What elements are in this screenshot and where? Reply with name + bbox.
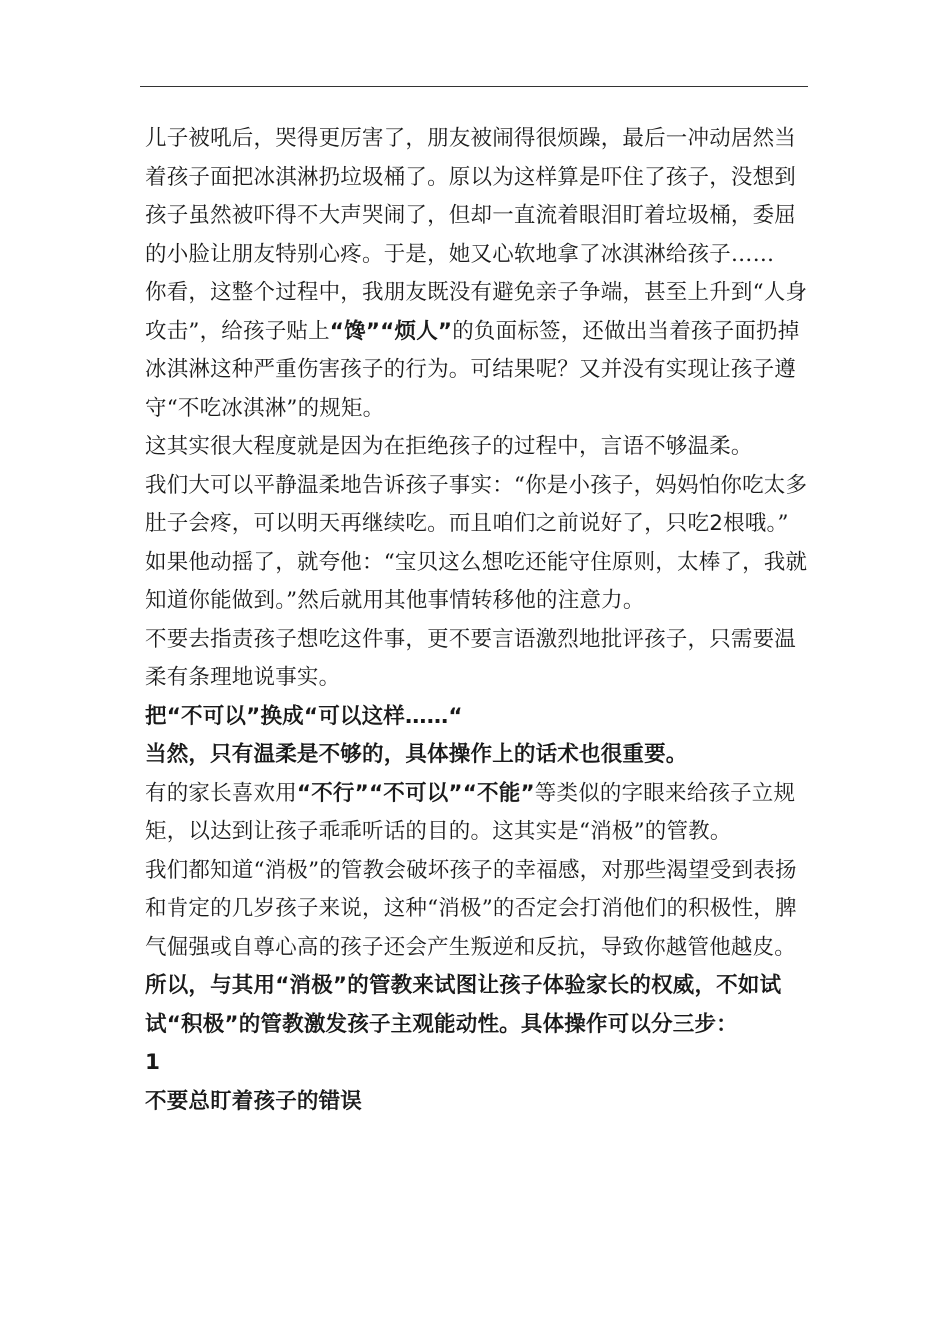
bold-summary: 所以，与其用“消极”的管教来试图让孩子体验家长的权威，不如试试“积极”的管教激发孩子主观能动性。具体操作可以分三步： [145,973,782,1037]
paragraph-9-text-c: 等类似的字眼来给孩子立规矩，以达到让孩子乖乖听话的目的。这其实是“消极”的管教。 [145,780,796,844]
paragraph-5: 如果他动摇了，就夸他：“宝贝这么想吃还能守住原则，太棒了，我就知道你能做到。”然后就用其他事情转移他的注意力。 [145,549,808,613]
section-heading: 把“不可以”换成“可以这样……“ [145,703,463,729]
step-number: 1 [145,1050,161,1075]
step-title: 不要总盯着孩子的错误 [145,1088,363,1114]
bold-intro: 当然，只有温柔是不够的，具体操作上的话术也很重要。 [145,742,688,767]
paragraph-2 [145,274,809,428]
paragraph-4-text-a: 我们大可以平静温柔地告诉孩子事实：“你是小孩子，妈妈怕你吃太多肚子会疼，可以明天再继续吃。而且咱们之前说好了，只吃 [145,472,808,536]
paragraph-10: 我们都知道“消极”的管教会破坏孩子的幸福感，对那些渴望受到表扬和肯定的几岁孩子来说，这种“消极”的否定会打消他们的积极性，脾气倔强或自尊心高的孩子还会产生叛逆和反抗，导致你越管他越皮。 [145,857,797,960]
paragraph-1: 儿子被吼后，哭得更厉害了，朋友被闹得很烦躁，最后一冲动居然当着孩子面把冰淇淋扔垃圾桶了。原以为这样算是吓住了孩子，没想到孩子虽然被吓得不大声哭闹了，但却一直流着眼泪盯着垃圾桶，委屈的小脸让朋友特别心疼。于是，她又心软地拿了冰淇淋给孩子…… [145,126,797,267]
paragraph-9-bold-words: “不行”“不可以”“不能” [296,780,535,806]
paragraph-4-text-c: 根哦。” [723,511,789,536]
header-rule [140,86,808,87]
paragraph-2-text-c: 的负面标签，还做出当着孩子面扔掉冰淇淋这种严重伤害孩子的行为。可结果呢？又并没有实现让孩子遵守“不吃冰淇淋”的规矩。 [145,318,800,421]
paragraph-4-number: 2 [709,511,724,536]
paragraph-3: 这其实很大程度就是因为在拒绝孩子的过程中，言语不够温柔。 [145,434,753,459]
paragraph-2-bold-labels: “馋”“烦人” [329,318,453,344]
paragraph-9-text-a: 有的家长喜欢用 [145,780,297,806]
paragraph-6: 不要去指责孩子想吃这件事，更不要言语激烈地批评孩子，只需要温柔有条理地说事实。 [145,626,797,690]
paragraph-2-text-a: 你看，这整个过程中，我朋友既没有避免亲子争端，甚至上升到“人身攻击”，给孩子贴上 [145,280,808,344]
article-body [145,120,809,1121]
paragraph-9 [145,775,809,852]
paragraph-4 [145,467,809,544]
